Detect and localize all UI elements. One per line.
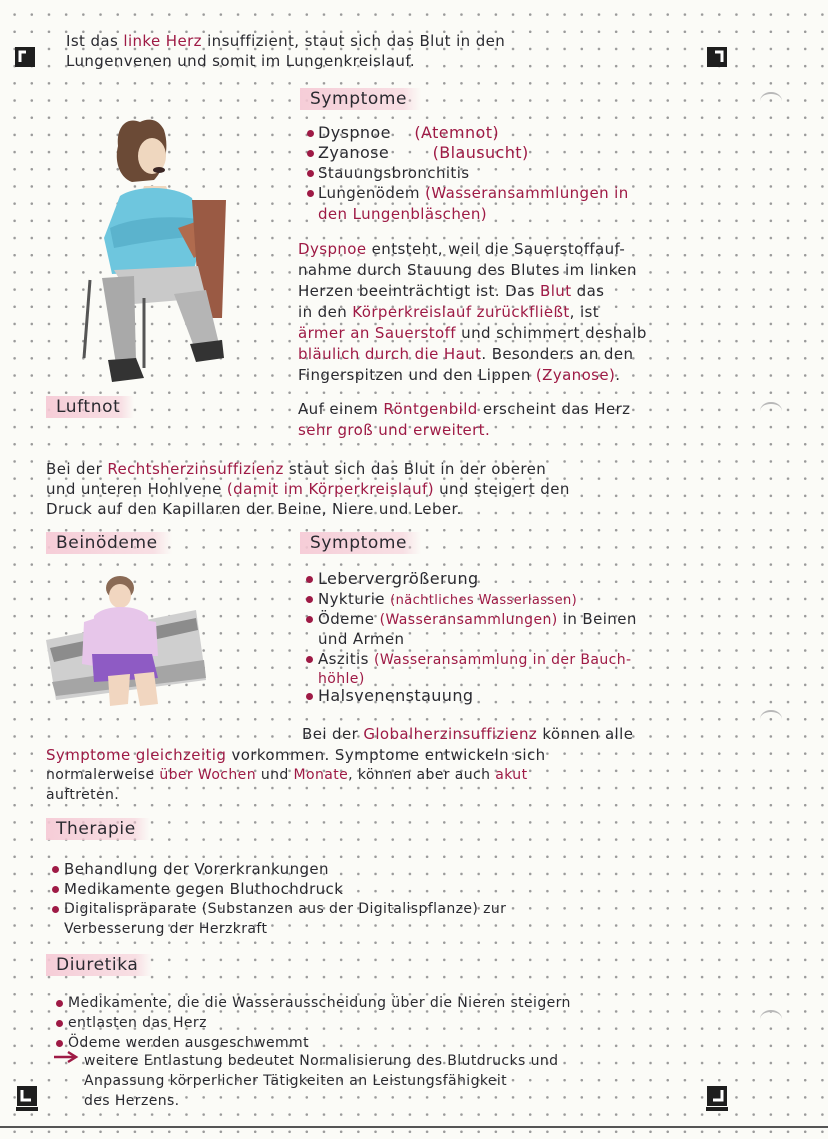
binder-hole-mark [760,1010,782,1028]
bullet-dot [56,1040,63,1047]
right-heart-line: Druck auf den Kapillaren der Beine, Niere und Leber. [46,500,462,518]
diuretika-item: Ödeme werden ausgeschwemmt [68,1035,309,1051]
right-heart-line: Bei der Rechtsherzinsuffizienz staut sich das Blut in der oberen [46,460,547,478]
right-heart-line: und unteren Hohlvene (damit im Körperkreislauf) und steigert den [46,480,570,498]
illustration-seated-man [74,108,234,388]
bullet-dot [306,596,313,603]
global-line: normalerweise über Wochen und Monate, können aber auch akut [46,767,528,783]
label-luftnot: Luftnot [46,396,134,418]
dyspnoe-paragraph-line: ärmer an Sauerstoff und schimmert deshalb [298,324,647,342]
intro-line: Lungenvenen und somit im Lungenkreislauf. [66,52,416,70]
diuretika-item: entlasten das Herz [68,1015,207,1031]
bullet-dot [306,576,313,583]
bullet-dot [56,1020,63,1027]
bullet-dot [307,190,314,197]
symptom-aszitis-cont: höhle) [318,671,365,687]
diuretika-arrow-line: des Herzens. [84,1093,180,1109]
bullet-dot [52,866,59,873]
symptom-zyanose: Zyanose (Blausucht) [318,143,529,162]
dyspnoe-paragraph-line: nahme durch Stauung des Blutes im linken [298,261,637,279]
therapie-item: Medikamente gegen Bluthochdruck [64,880,344,898]
symptom-stauungsbronchitis: Stauungsbronchitis [318,164,470,182]
arrow-right-icon [52,1050,80,1064]
symptom-oedeme-cont: und Armen [318,630,405,648]
dyspnoe-paragraph-line: bläulich durch die Haut. Besonders an den [298,345,634,363]
therapie-item-cont: Verbesserung der Herzkraft [64,921,268,937]
page-bottom-edge [0,1126,828,1128]
therapie-item: Digitalispräparate (Substanzen aus der Digitalispflanze) zur [64,901,507,917]
diuretika-heading: Diuretika [46,954,152,976]
intro-highlight: linke Herz [123,32,202,50]
bullet-dot [307,170,314,177]
roentgen-line: sehr groß und erweitert. [298,421,491,439]
symptom-lebervergroesserung: Lebervergrößerung [318,569,479,588]
bullet-dot [306,656,313,663]
global-line: auftreten. [46,787,120,803]
binder-hole-mark [760,402,782,420]
dyspnoe-paragraph-line: in den Körperkreislauf zurückfließt, ist [298,303,600,321]
symptom-lungenoedem: Lungenödem (Wasseransammlungen in [318,184,629,202]
bullet-dot [52,906,59,913]
symptom-halsvenenstauung: Halsvenenstauung [318,686,474,705]
roentgen-line: Auf einem Röntgenbild erscheint das Herz [298,400,631,418]
label-beinoedeme: Beinödeme [46,532,172,554]
global-line: Symptome gleichzeitig vorkommen. Symptome entwickeln sich [46,746,546,764]
binder-hole-mark [760,92,782,110]
symptom-aszitis: Aszitis (Wasseransammlung in der Bauch- [318,650,632,668]
symptom-lungenoedem-cont: den Lungenbläschen) [318,205,488,223]
dyspnoe-paragraph-line: Dyspnoe entsteht, weil die Sauerstoffauf- [298,240,626,258]
bullet-dot [306,616,313,623]
diuretika-arrow-line: Anpassung körperlicher Tätigkeiten an Leistungsfähigkeit [84,1073,508,1089]
therapie-item: Behandlung der Vorerkrankungen [64,860,329,878]
illustration-seated-woman [46,570,206,720]
diuretika-item: Medikamente, die die Wasserausscheidung über die Nieren steigern [68,995,571,1011]
symptom-dyspnoe: Dyspnoe (Atemnot) [318,123,500,142]
symptoms-heading-left-heart: Symptome [300,88,421,110]
bullet-dot [56,1000,63,1007]
bullet-dot [306,693,313,700]
bullet-dot [307,150,314,157]
corner-mark-bottom-right [706,1085,728,1107]
corner-mark-bottom-left [16,1085,38,1107]
dyspnoe-paragraph-line: Fingerspitzen und den Lippen (Zyanose). [298,366,621,384]
corner-bar-right [706,1107,728,1111]
binder-hole-mark [760,710,782,728]
bullet-dot [307,130,314,137]
dyspnoe-paragraph-line: Herzen beeinträchtigt ist. Das Blut das [298,282,605,300]
intro-line: Ist das linke Herz insuffizient, staut sich das Blut in den [66,32,506,50]
bullet-dot [52,886,59,893]
diuretika-arrow-line: weitere Entlastung bedeutet Normalisierung des Blutdrucks und [84,1053,559,1069]
symptom-oedeme: Ödeme (Wasseransammlungen) in Beinen [318,610,637,628]
corner-mark-top-right [706,46,728,68]
therapie-heading: Therapie [46,818,150,840]
global-line: Bei der Globalherzinsuffizienz können alle [302,725,634,743]
corner-mark-top-left [14,46,36,68]
symptom-nykturie: Nykturie (nächtliches Wasserlassen) [318,590,578,608]
symptoms-heading-right-heart: Symptome [300,532,421,554]
corner-bar-left [16,1107,38,1111]
